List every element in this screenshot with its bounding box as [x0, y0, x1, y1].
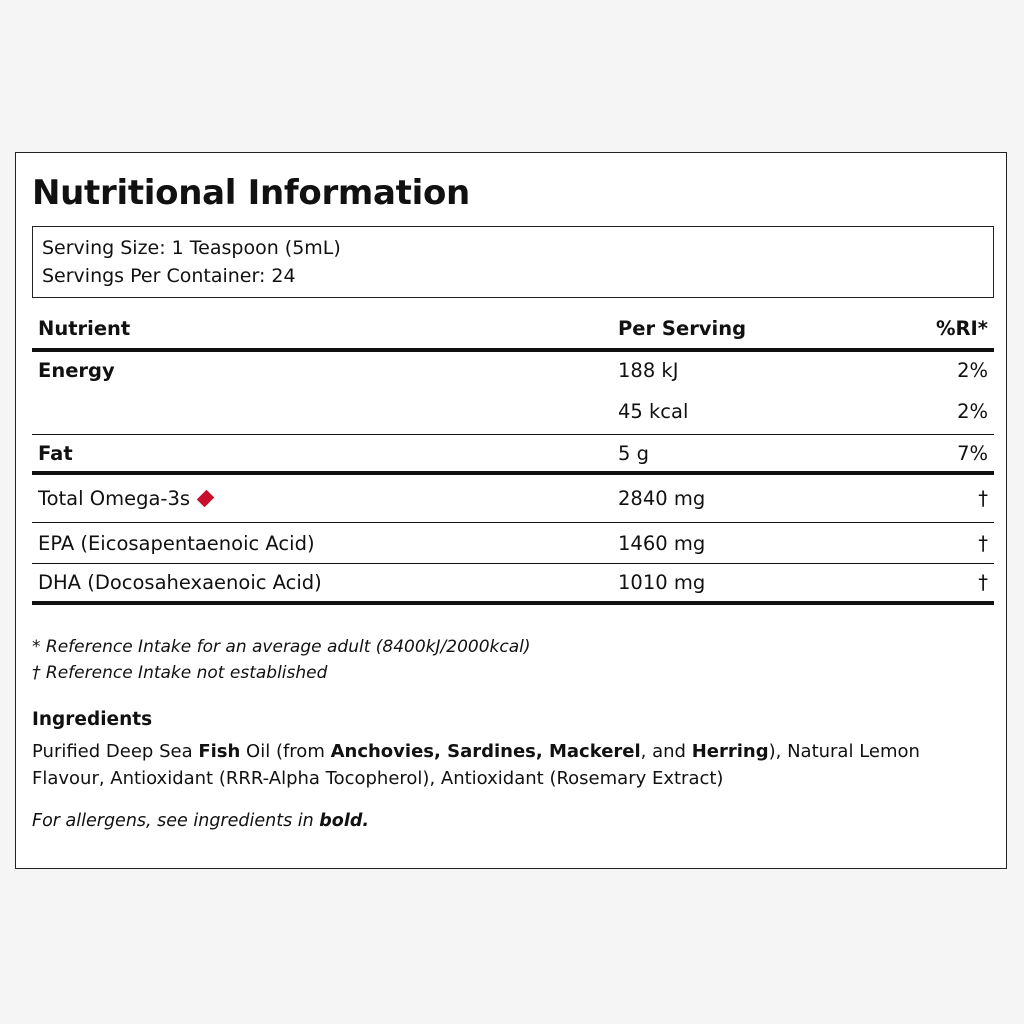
panel-title: Nutritional Information	[32, 173, 470, 213]
allergen-note	[32, 811, 369, 831]
dha-ri: †	[978, 571, 988, 594]
header-per-serving: Per Serving	[618, 316, 747, 340]
omega-ri: †	[978, 487, 988, 510]
serving-info-box	[32, 226, 994, 298]
omega-name-cell	[38, 475, 211, 522]
ingredients-text-part: , and	[640, 741, 692, 762]
footnote-dagger: † Reference Intake not established	[32, 663, 328, 683]
allergen-fish: Fish	[198, 741, 241, 762]
table-row-energy-kcal	[32, 389, 994, 435]
ingredients-text-part: Purified Deep Sea	[32, 741, 199, 762]
ingredients-text-part: Oil (from	[240, 741, 331, 762]
dha-label: DHA (Docosahexaenoic Acid)	[38, 571, 322, 594]
nutrition-table	[32, 308, 994, 605]
energy-label: Energy	[38, 359, 115, 382]
allergen-note-text: For allergens, see ingredients in	[32, 811, 320, 831]
servings-per-container: Servings Per Container: 24	[42, 265, 296, 287]
epa-label: EPA (Eicosapentaenoic Acid)	[38, 531, 315, 555]
omega-value: 2840 mg	[618, 487, 706, 510]
table-row-energy-kj	[32, 352, 994, 389]
allergen-herring: Herring	[691, 741, 769, 762]
diamond-icon	[197, 490, 215, 508]
fat-label: Fat	[38, 441, 73, 465]
serving-size: Serving Size: 1 Teaspoon (5mL)	[42, 237, 341, 259]
energy-kcal-ri: 2%	[957, 400, 988, 423]
header-ri: %RI*	[935, 316, 988, 340]
energy-kcal-value: 45 kcal	[618, 400, 689, 423]
table-row-dha	[32, 564, 994, 605]
header-nutrient: Nutrient	[38, 316, 131, 340]
epa-value: 1460 mg	[618, 531, 706, 555]
epa-ri: †	[978, 531, 988, 555]
table-row-epa	[32, 523, 994, 564]
energy-kj-ri: 2%	[957, 359, 988, 382]
allergen-fish-species: Anchovies, Sardines, Mackerel	[330, 741, 641, 762]
ingredients-title: Ingredients	[32, 709, 153, 730]
dha-value: 1010 mg	[618, 571, 706, 594]
fat-value: 5 g	[618, 441, 649, 465]
allergen-note-bold: bold.	[319, 811, 370, 831]
energy-kj-value: 188 kJ	[618, 359, 679, 382]
nutrition-panel	[15, 152, 1007, 869]
table-row-omega	[32, 475, 994, 523]
table-row-fat	[32, 435, 994, 475]
fat-ri: 7%	[957, 441, 988, 465]
ingredients-text	[32, 738, 982, 792]
omega-label: Total Omega-3s	[38, 487, 191, 510]
footnote-ri: * Reference Intake for an average adult (8400kJ/2000kcal)	[32, 637, 531, 657]
table-header-row	[32, 308, 994, 352]
ingredients-text-part: ), Natural Lemon Flavour, Antioxidant (RRR-Alpha Tocopherol), Antioxidant (Rosemary Extract)	[32, 741, 920, 789]
